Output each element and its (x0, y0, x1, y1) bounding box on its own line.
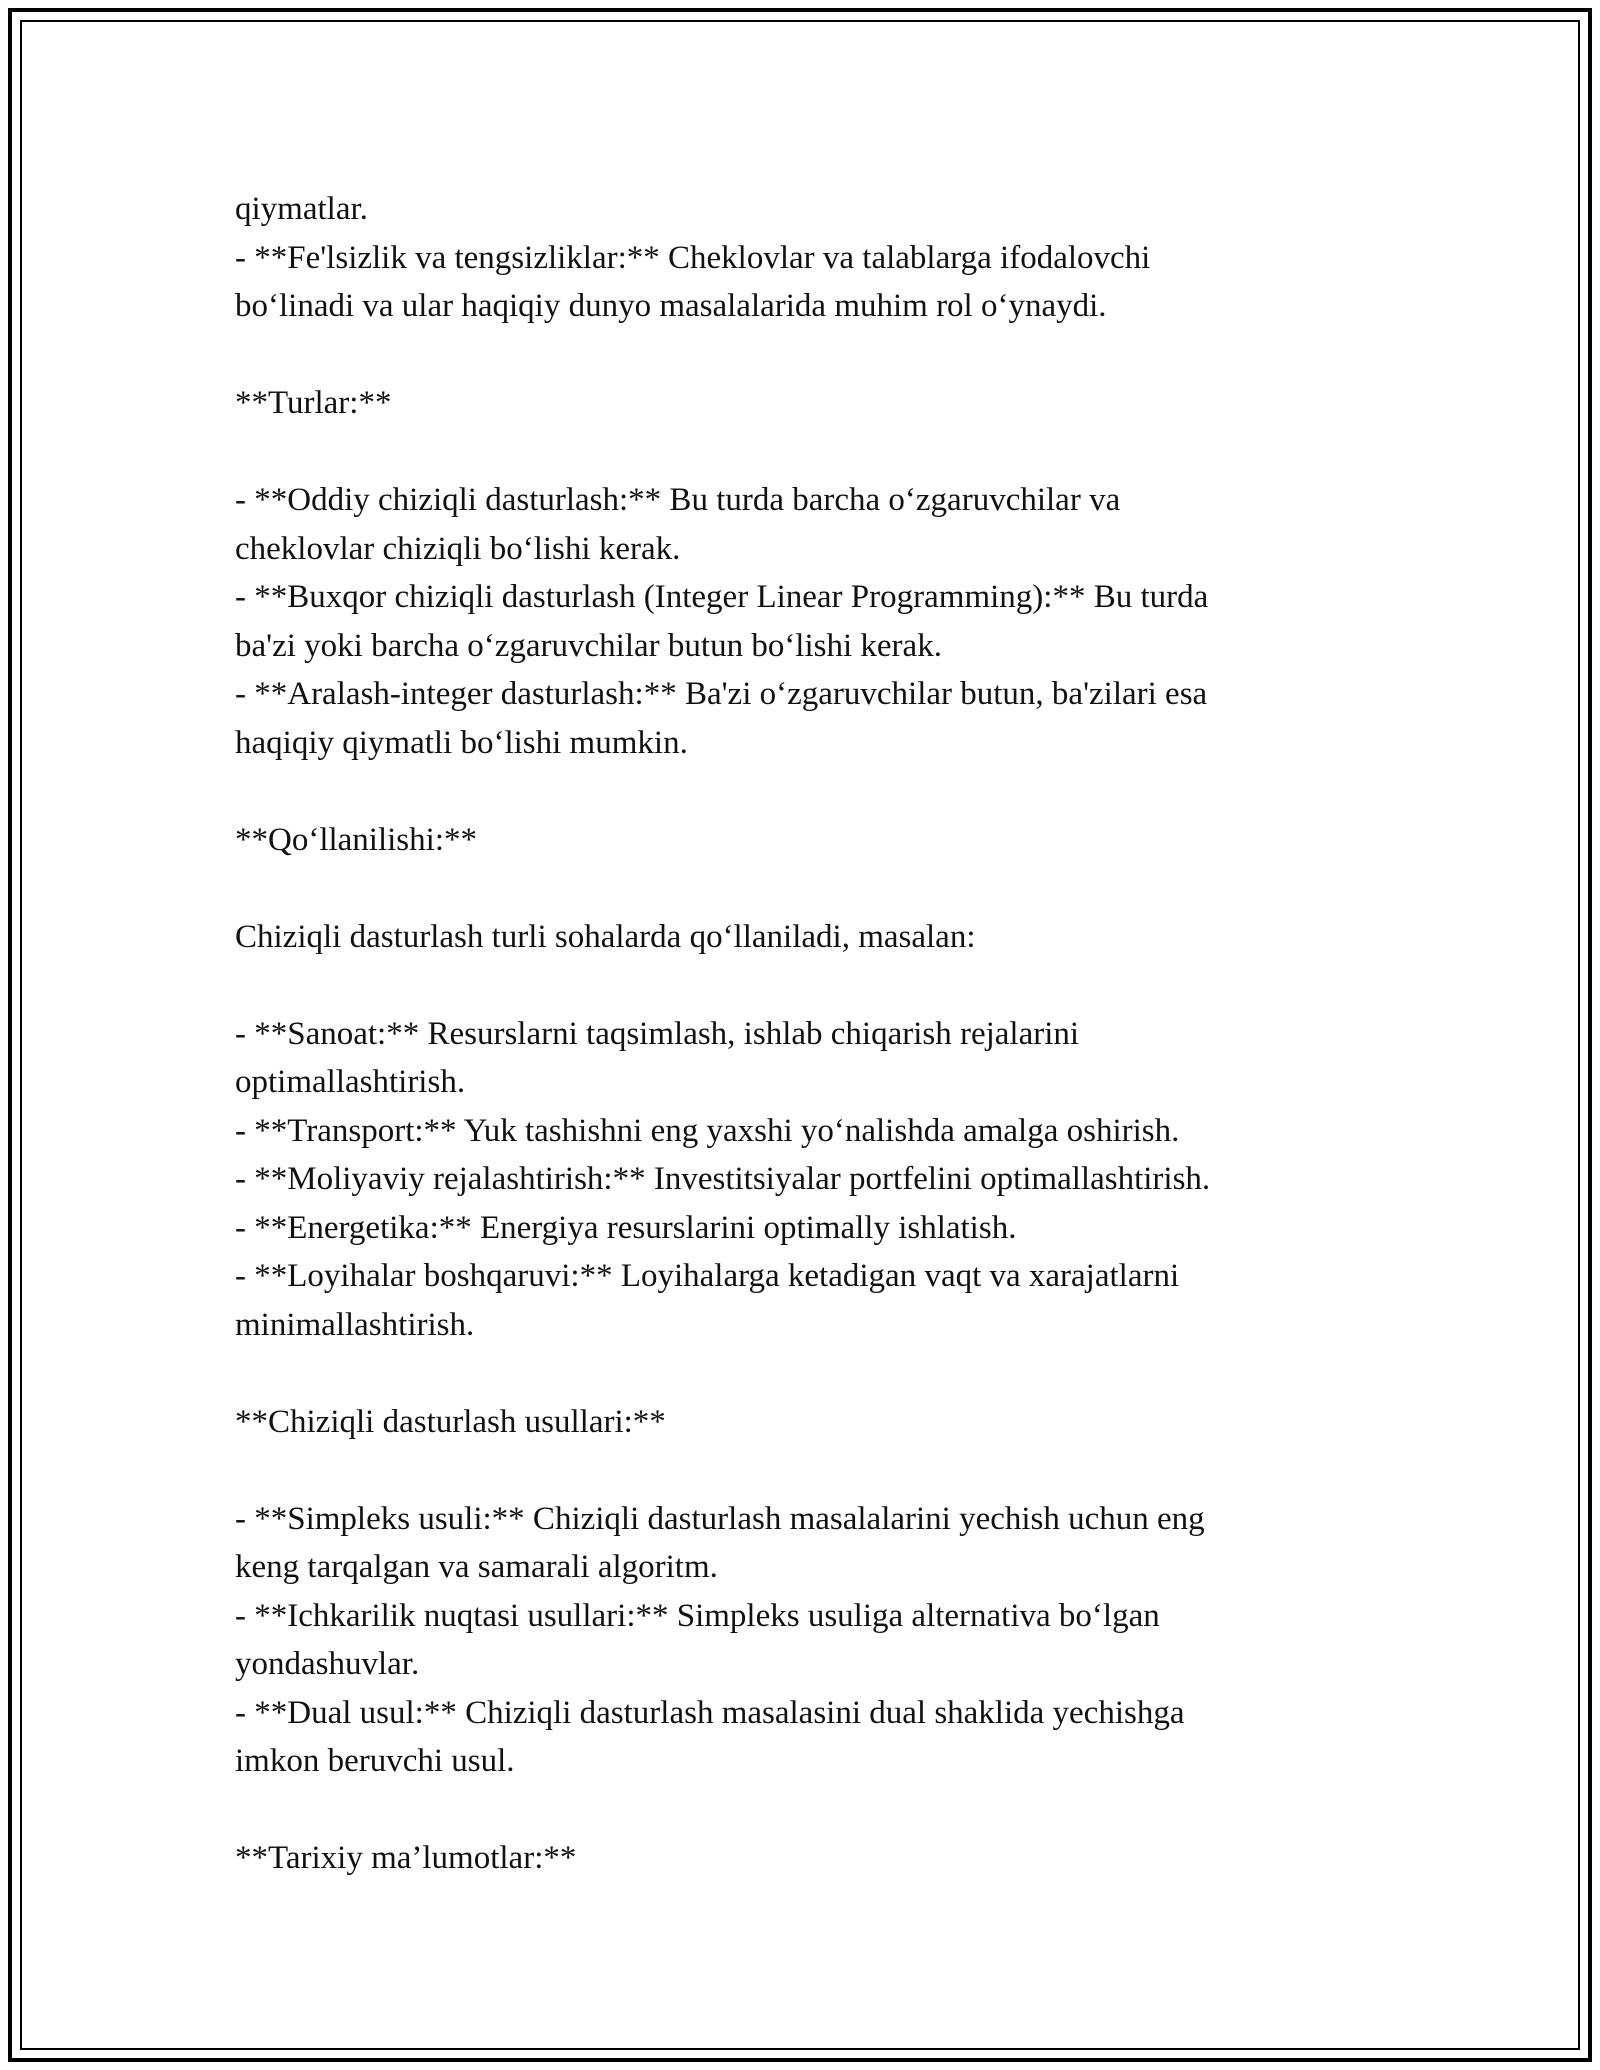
text-line: - **Fe'lsizlik va tengsizliklar:** Cheklovlar va talablarga ifodalovchi (235, 239, 1151, 276)
text-line: - **Loyihalar boshqaruvi:** Loyihalarga ketadigan vaqt va xarajatlarni (235, 1258, 1180, 1294)
text-line: - **Buxqor chiziqli dasturlash (Integer Linear Programming):** Bu turda (235, 579, 1209, 615)
blank-line (235, 1786, 1350, 1835)
section-heading: **Chiziqli dasturlash usullari:** (235, 1403, 666, 1440)
text-line: minimallashtirish. (235, 1306, 475, 1343)
section-heading: **Turlar:** (235, 385, 392, 421)
text-line: Chiziqli dasturlash turli sohalarda qo‘llaniladi, masalan: (235, 918, 976, 955)
text-line: - **Transport:** Yuk tashishni eng yaxshi yo‘nalishda amalga oshirish. (235, 1112, 1180, 1149)
text-line: - **Ichkarilik nuqtasi usullari:** Simpleks usuliga alternativa bo‘lgan (235, 1597, 1160, 1634)
text-line: - **Oddiy chiziqli dasturlash:** Bu turda barcha o‘zgaruvchilar va (235, 482, 1121, 518)
document-body (235, 185, 1350, 1883)
blank-line (235, 864, 1350, 913)
text-line: - **Dual usul:** Chiziqli dasturlash masalasini dual shaklida yechishga (235, 1694, 1185, 1731)
text-line: qiymatlar. (235, 191, 368, 227)
text-line: keng tarqalgan va samarali algoritm. (235, 1549, 718, 1585)
text-line: optimallashtirish. (235, 1064, 466, 1100)
text-line: - **Simpleks usuli:** Chiziqli dasturlash masalalarini yechish uchun eng (235, 1500, 1205, 1537)
blank-line (235, 1446, 1350, 1495)
blank-line (235, 767, 1350, 816)
text-line: - **Moliyaviy rejalashtirish:** Investitsiyalar portfelini optimallashtirish. (235, 1161, 1211, 1197)
blank-line (235, 961, 1350, 1010)
text-line: cheklovlar chiziqli bo‘lishi kerak. (235, 530, 681, 567)
blank-line (235, 1349, 1350, 1398)
blank-line (235, 428, 1350, 477)
blank-line (235, 331, 1350, 380)
text-line: - **Aralash-integer dasturlash:** Ba'zi o‘zgaruvchilar butun, ba'zilari esa (235, 676, 1208, 712)
text-line: - **Energetika:** Energiya resurslarini optimally ishlatish. (235, 1209, 1017, 1246)
text-line: haqiqiy qiymatli bo‘lishi mumkin. (235, 724, 688, 761)
text-line: ba'zi yoki barcha o‘zgaruvchilar butun bo‘lishi kerak. (235, 627, 942, 664)
text-line: - **Sanoat:** Resurslarni taqsimlash, ishlab chiqarish rejalarini (235, 1015, 1080, 1052)
text-line: yondashuvlar. (235, 1646, 420, 1682)
text-line: bo‘linadi va ular haqiqiy dunyo masalalarida muhim rol o‘ynaydi. (235, 288, 1107, 324)
section-heading: **Qo‘llanilishi:** (235, 821, 477, 858)
section-heading: **Tarixiy ma’lumotlar:** (235, 1840, 577, 1876)
text-line: imkon beruvchi usul. (235, 1743, 515, 1779)
